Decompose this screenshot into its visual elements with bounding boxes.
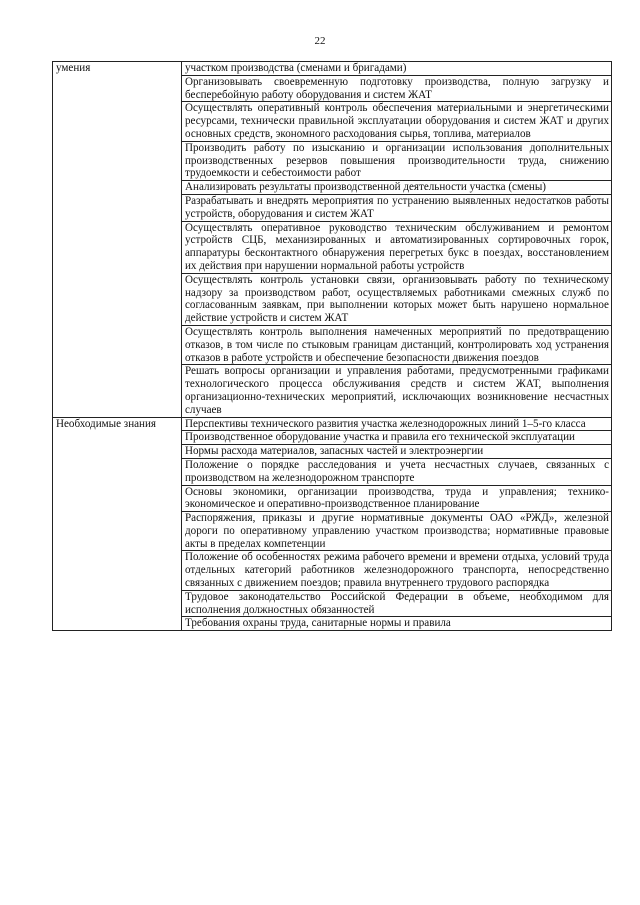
- requirement-item: Осуществлять контроль установки связи, организовывать работу по техническому надзору за производством работ, осуществляемых работниками смежных служб по согласованным заявкам, при выполнении которых может быть нарушено нормальное действие устройств и систем ЖАТ: [182, 273, 612, 325]
- table-row: [53, 417, 612, 431]
- requirement-item: Распоряжения, приказы и другие нормативные документы ОАО «РЖД», железной дороги по оперативному управлению участком производства; нормативные правовые акты в пределах компетенции: [182, 512, 612, 551]
- competency-table: [52, 61, 612, 631]
- requirement-item: Организовывать своевременную подготовку производства, полную загрузку и бесперебойную работу оборудования и систем ЖАТ: [182, 75, 612, 102]
- requirement-item: Решать вопросы организации и управления работами, предусмотренными графиками технологического процесса обслуживания средств и систем ЖАТ, выполнения организационно-технических мероприятий, исключающих возникновение несчастных случаев: [182, 365, 612, 417]
- competency-table-body: [53, 62, 612, 631]
- section-label: Необходимые знания: [53, 417, 182, 631]
- requirement-item: Положение о порядке расследования и учета несчастных случаев, связанных с производством на железнодорожном транспорте: [182, 458, 612, 485]
- requirement-item: Производить работу по изысканию и организации использования дополнительных производственных резервов повышения производительности труда, снижению трудоемкости и себестоимости работ: [182, 141, 612, 180]
- requirement-item: Анализировать результаты производственной деятельности участка (смены): [182, 181, 612, 195]
- requirement-item: Основы экономики, организации производства, труда и управления; технико-экономическое и оперативно-производственное планирование: [182, 485, 612, 512]
- requirement-item: Осуществлять контроль выполнения намеченных мероприятий по предотвращению отказов, в том числе по стыковым границам дистанций, контролировать ход устранения отказов в работе устройств и обеспечение безопасности движения поездов: [182, 325, 612, 364]
- requirement-item: Нормы расхода материалов, запасных частей и электроэнергии: [182, 445, 612, 459]
- page-number: 22: [314, 35, 326, 47]
- requirement-item: Перспективы технического развития участка железнодорожных линий 1–5-го класса: [182, 417, 612, 431]
- requirement-item: Осуществлять оперативное руководство техническим обслуживанием и ремонтом устройств СЦБ, механизированных и автоматизированных сортировочных горок, аппаратуры бесконтактного обнаружения перегретых букс в поездах, восстановлением их действия при нарушении нормальной работы устройств: [182, 221, 612, 273]
- requirement-item: Трудовое законодательство Российской Федерации в объеме, необходимом для исполнения должностных обязанностей: [182, 590, 612, 617]
- requirement-item: Разрабатывать и внедрять мероприятия по устранению выявленных недостатков работы устройств, оборудования и систем ЖАТ: [182, 194, 612, 221]
- section-label: умения: [53, 62, 182, 418]
- requirement-item: Производственное оборудование участка и правила его технической эксплуатации: [182, 431, 612, 445]
- table-row: [53, 62, 612, 76]
- requirement-item: участком производства (сменами и бригадами): [182, 62, 612, 76]
- requirement-item: Положение об особенностях режима рабочего времени и времени отдыха, условий труда отдельных категорий работников железнодорожного транспорта, непосредственно связанных с движением поездов; правила внутреннего трудового распорядка: [182, 551, 612, 590]
- requirement-item: Осуществлять оперативный контроль обеспечения материальными и энергетическими ресурсами, технически правильной эксплуатации оборудования и систем ЖАТ и других основных средств, экономного расходования сырья, топлива, материалов: [182, 102, 612, 141]
- requirement-item: Требования охраны труда, санитарные нормы и правила: [182, 617, 612, 631]
